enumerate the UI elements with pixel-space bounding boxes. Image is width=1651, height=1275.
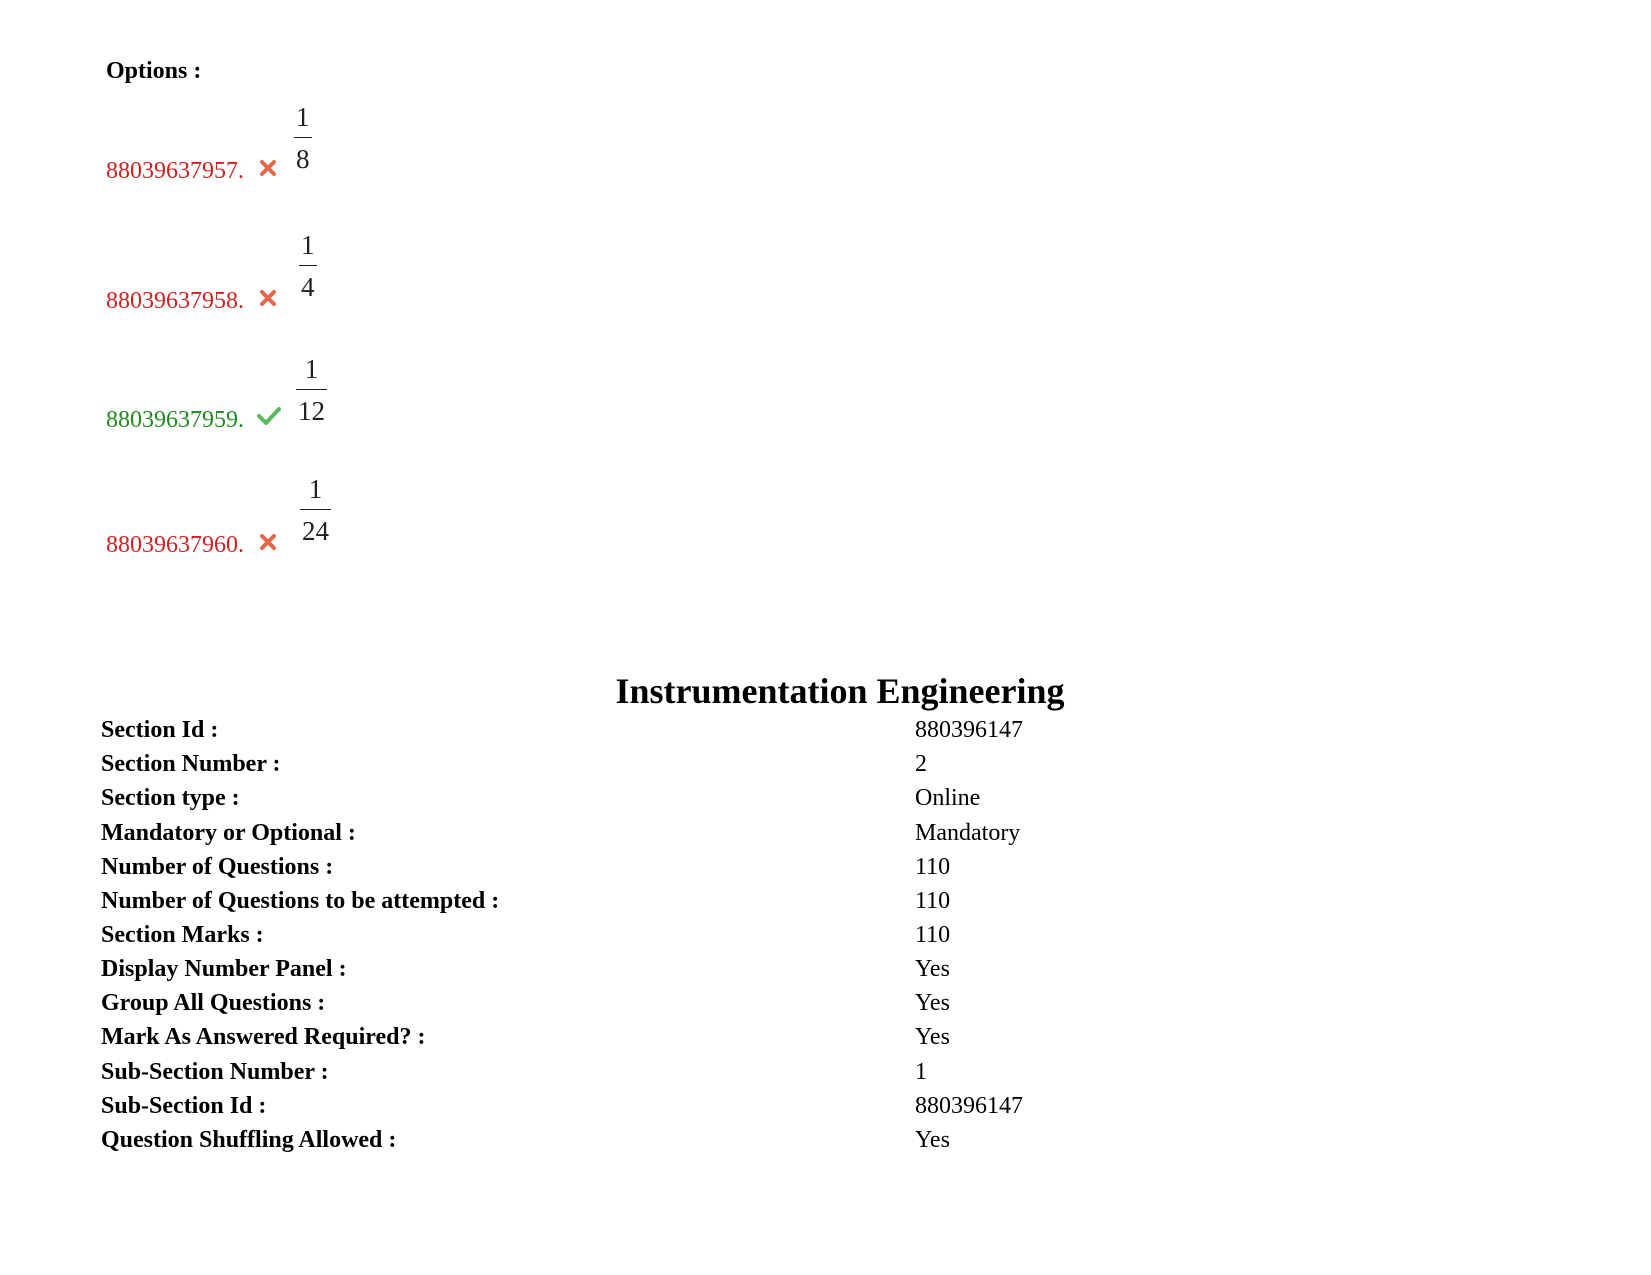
section-info-row bbox=[101, 956, 1201, 990]
option-fraction bbox=[296, 356, 327, 425]
option-item bbox=[106, 228, 706, 338]
info-label: Sub-Section Id : bbox=[101, 1093, 267, 1119]
fraction-numerator: 1 bbox=[301, 230, 315, 260]
section-info-row bbox=[101, 854, 1201, 888]
info-value: 1 bbox=[915, 1059, 927, 1085]
section-title: Instrumentation Engineering bbox=[615, 671, 1065, 711]
option-fraction bbox=[299, 232, 317, 301]
section-info-row bbox=[101, 820, 1201, 854]
info-value: Yes bbox=[915, 1024, 950, 1050]
info-label: Question Shuffling Allowed : bbox=[101, 1127, 397, 1153]
fraction-denominator: 8 bbox=[296, 144, 310, 174]
option-id: 88039637958. bbox=[106, 288, 244, 314]
section-info-row bbox=[101, 751, 1201, 785]
info-value: 110 bbox=[915, 922, 951, 948]
info-value: 880396147 bbox=[915, 717, 1023, 743]
info-label: Number of Questions : bbox=[101, 854, 334, 880]
fraction-numerator: 1 bbox=[308, 474, 323, 504]
cross-icon bbox=[258, 288, 278, 308]
option-fraction bbox=[300, 476, 331, 545]
info-value: 110 bbox=[915, 854, 951, 880]
option-fraction bbox=[294, 104, 312, 173]
fraction-numerator: 1 bbox=[296, 102, 310, 132]
section-info-row bbox=[101, 888, 1201, 922]
info-label: Number of Questions to be attempted : bbox=[101, 888, 500, 914]
fraction-denominator: 24 bbox=[302, 516, 329, 546]
info-label: Section Number : bbox=[101, 751, 281, 777]
info-label: Mandatory or Optional : bbox=[101, 820, 356, 846]
cross-icon bbox=[258, 532, 278, 552]
option-id: 88039637957. bbox=[106, 158, 244, 184]
section-info-row bbox=[101, 1024, 1201, 1058]
info-label: Section Id : bbox=[101, 717, 219, 743]
option-id: 88039637959. bbox=[106, 407, 244, 433]
info-value: Yes bbox=[915, 990, 950, 1016]
section-info-row bbox=[101, 922, 1201, 956]
section-info-row bbox=[101, 1127, 1201, 1161]
info-value: 2 bbox=[915, 751, 927, 777]
info-value: Online bbox=[915, 785, 981, 811]
section-info-row bbox=[101, 1059, 1201, 1093]
info-value: 110 bbox=[915, 888, 951, 914]
option-item bbox=[106, 354, 706, 464]
check-icon bbox=[257, 406, 281, 426]
info-label: Mark As Answered Required? : bbox=[101, 1024, 426, 1050]
section-info-row bbox=[101, 1093, 1201, 1127]
info-label: Section Marks : bbox=[101, 922, 264, 948]
section-info-row bbox=[101, 990, 1201, 1024]
section-info-row bbox=[101, 717, 1201, 751]
fraction-numerator: 1 bbox=[304, 354, 319, 384]
info-label: Section type : bbox=[101, 785, 240, 811]
info-value: Mandatory bbox=[915, 820, 1021, 846]
info-label: Sub-Section Number : bbox=[101, 1059, 329, 1085]
options-heading: Options : bbox=[106, 58, 202, 84]
info-value: Yes bbox=[915, 956, 950, 982]
fraction-denominator: 4 bbox=[301, 272, 315, 302]
option-item bbox=[106, 98, 706, 208]
option-id: 88039637960. bbox=[106, 532, 244, 558]
fraction-denominator: 12 bbox=[298, 396, 325, 426]
info-value: 880396147 bbox=[915, 1093, 1023, 1119]
section-info-row bbox=[101, 785, 1201, 819]
cross-icon bbox=[258, 158, 278, 178]
info-label: Group All Questions : bbox=[101, 990, 326, 1016]
option-item bbox=[106, 474, 706, 584]
info-label: Display Number Panel : bbox=[101, 956, 347, 982]
info-value: Yes bbox=[915, 1127, 950, 1153]
